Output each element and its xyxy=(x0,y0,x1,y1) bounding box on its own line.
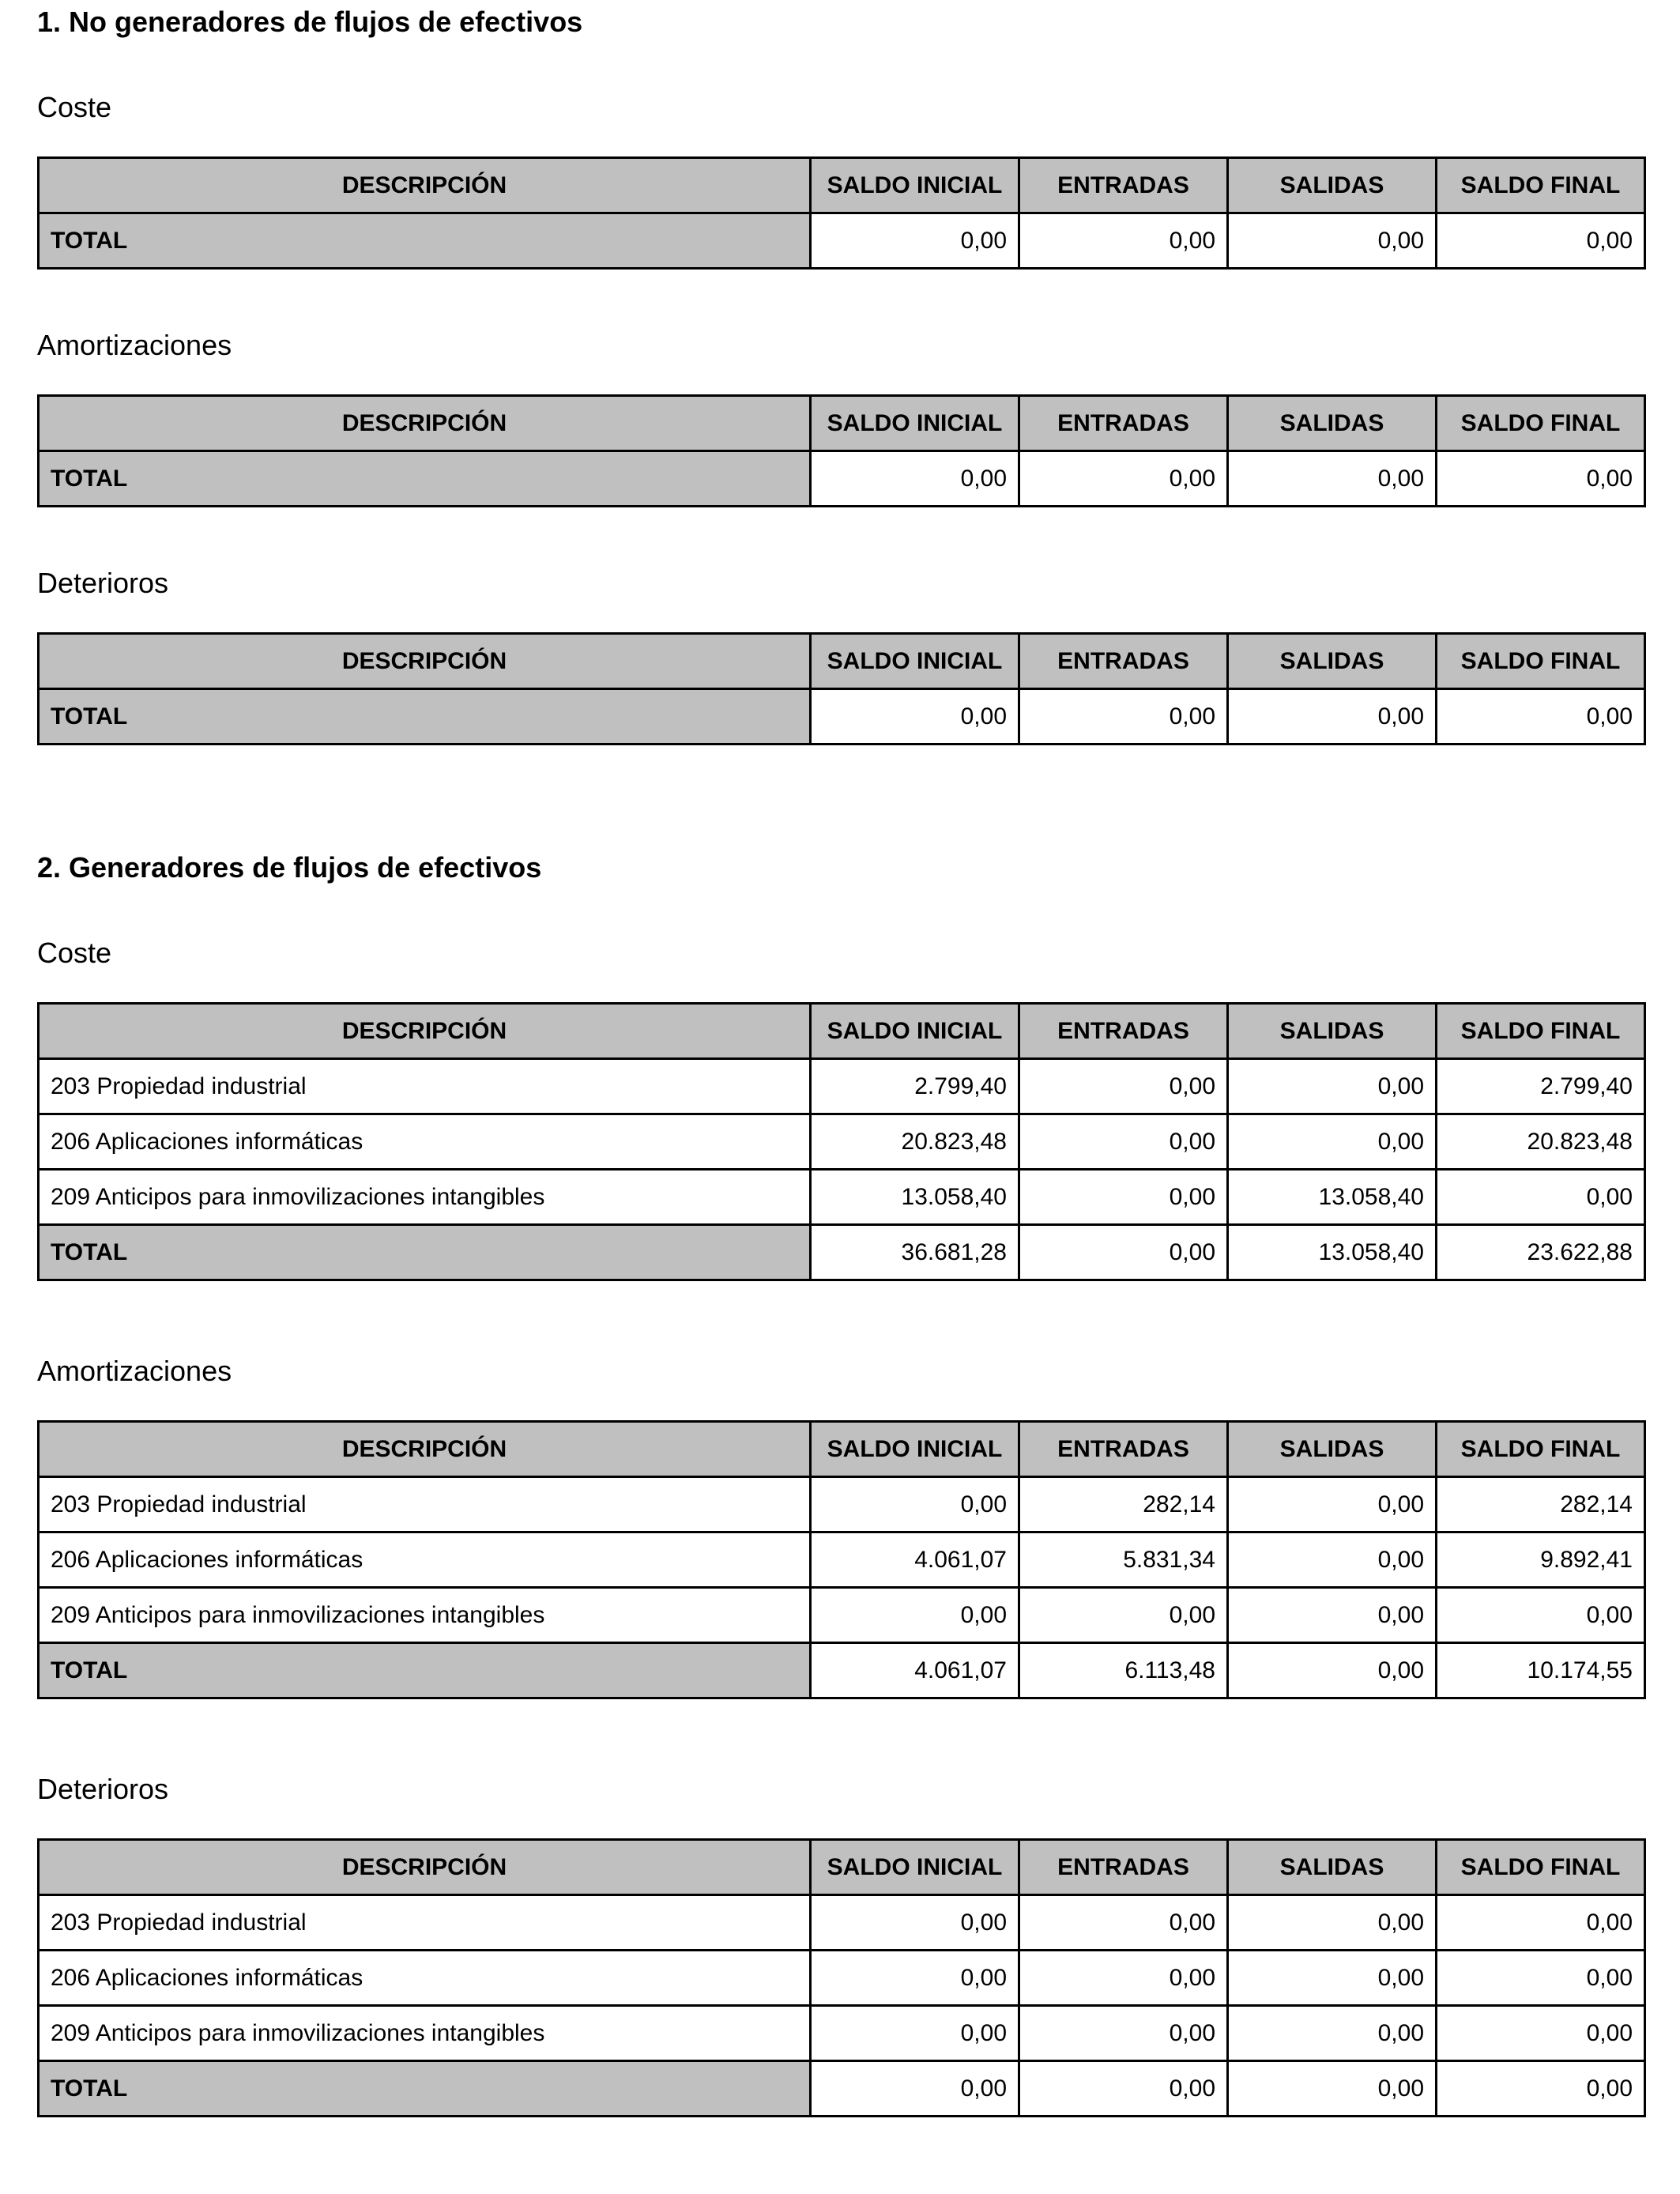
entradas-value: 0,00 xyxy=(1019,1059,1228,1114)
saldo-final-value: 0,00 xyxy=(1437,1588,1645,1643)
account-description: 206 Aplicaciones informáticas xyxy=(39,1951,811,2006)
entradas-value: 0,00 xyxy=(1019,1895,1228,1951)
column-header-saldo-final: SALDO FINAL xyxy=(1437,1840,1645,1895)
subsection-title-coste: Coste xyxy=(37,937,112,969)
entradas-value: 0,00 xyxy=(1019,2006,1228,2061)
total-row xyxy=(39,689,1645,745)
account-description: 209 Anticipos para inmovilizaciones intangibles xyxy=(39,1588,811,1643)
salidas-value: 13.058,40 xyxy=(1228,1170,1437,1225)
table-row xyxy=(39,1477,1645,1532)
total-label: TOTAL xyxy=(39,1225,811,1280)
salidas-value: 0,00 xyxy=(1228,1895,1437,1951)
account-description: 209 Anticipos para inmovilizaciones intangibles xyxy=(39,2006,811,2061)
saldo-inicial-value: 4.061,07 xyxy=(811,1643,1019,1698)
table-header-row xyxy=(39,1004,1645,1059)
section-title: 1. No generadores de flujos de efectivos xyxy=(37,6,583,38)
saldo-final-value: 0,00 xyxy=(1437,213,1645,269)
column-header-saldo-final: SALDO FINAL xyxy=(1437,396,1645,451)
subsection-title-deterioros: Deterioros xyxy=(37,1773,169,1805)
saldo-final-value: 20.823,48 xyxy=(1437,1114,1645,1170)
saldo-final-value: 10.174,55 xyxy=(1437,1643,1645,1698)
table-row xyxy=(39,1114,1645,1170)
salidas-value: 0,00 xyxy=(1228,1532,1437,1588)
subsection-title-amortizaciones: Amortizaciones xyxy=(37,329,232,361)
account-description: 206 Aplicaciones informáticas xyxy=(39,1532,811,1588)
column-header-descripcion: DESCRIPCIÓN xyxy=(39,396,811,451)
amortizaciones-table xyxy=(37,394,1646,507)
account-description: 209 Anticipos para inmovilizaciones intangibles xyxy=(39,1170,811,1225)
table-row xyxy=(39,1532,1645,1588)
salidas-value: 0,00 xyxy=(1228,1059,1437,1114)
column-header-saldo-final: SALDO FINAL xyxy=(1437,158,1645,213)
table-header-row xyxy=(39,158,1645,213)
table-row xyxy=(39,1588,1645,1643)
column-header-salidas: SALIDAS xyxy=(1228,1422,1437,1477)
salidas-value: 0,00 xyxy=(1228,689,1437,745)
column-header-entradas: ENTRADAS xyxy=(1019,1004,1228,1059)
total-row xyxy=(39,213,1645,269)
salidas-value: 13.058,40 xyxy=(1228,1225,1437,1280)
salidas-value: 0,00 xyxy=(1228,451,1437,507)
table-row xyxy=(39,1059,1645,1114)
column-header-salidas: SALIDAS xyxy=(1228,1840,1437,1895)
column-header-entradas: ENTRADAS xyxy=(1019,158,1228,213)
table-row xyxy=(39,1895,1645,1951)
coste-table xyxy=(37,156,1646,270)
salidas-value: 0,00 xyxy=(1228,2006,1437,2061)
entradas-value: 5.831,34 xyxy=(1019,1532,1228,1588)
table-row xyxy=(39,1951,1645,2006)
entradas-value: 0,00 xyxy=(1019,1170,1228,1225)
saldo-final-value: 0,00 xyxy=(1437,2061,1645,2117)
entradas-value: 0,00 xyxy=(1019,1114,1228,1170)
account-description: 203 Propiedad industrial xyxy=(39,1477,811,1532)
table-header-row xyxy=(39,1840,1645,1895)
section-title: 2. Generadores de flujos de efectivos xyxy=(37,851,542,884)
saldo-inicial-value: 0,00 xyxy=(811,689,1019,745)
saldo-final-value: 23.622,88 xyxy=(1437,1225,1645,1280)
column-header-saldo-inicial: SALDO INICIAL xyxy=(811,158,1019,213)
account-description: 203 Propiedad industrial xyxy=(39,1059,811,1114)
saldo-inicial-value: 0,00 xyxy=(811,1477,1019,1532)
saldo-inicial-value: 0,00 xyxy=(811,2061,1019,2117)
entradas-value: 0,00 xyxy=(1019,689,1228,745)
entradas-value: 0,00 xyxy=(1019,1951,1228,2006)
account-description: 206 Aplicaciones informáticas xyxy=(39,1114,811,1170)
total-label: TOTAL xyxy=(39,1643,811,1698)
saldo-inicial-value: 13.058,40 xyxy=(811,1170,1019,1225)
deterioros-table xyxy=(37,632,1646,745)
salidas-value: 0,00 xyxy=(1228,1951,1437,2006)
column-header-entradas: ENTRADAS xyxy=(1019,1840,1228,1895)
column-header-salidas: SALIDAS xyxy=(1228,158,1437,213)
deterioros-table xyxy=(37,1838,1646,2117)
salidas-value: 0,00 xyxy=(1228,1114,1437,1170)
entradas-value: 282,14 xyxy=(1019,1477,1228,1532)
table-header-row xyxy=(39,1422,1645,1477)
total-row xyxy=(39,451,1645,507)
saldo-inicial-value: 2.799,40 xyxy=(811,1059,1019,1114)
saldo-final-value: 0,00 xyxy=(1437,451,1645,507)
column-header-entradas: ENTRADAS xyxy=(1019,1422,1228,1477)
column-header-saldo-inicial: SALDO INICIAL xyxy=(811,1422,1019,1477)
saldo-inicial-value: 20.823,48 xyxy=(811,1114,1019,1170)
saldo-inicial-value: 0,00 xyxy=(811,1951,1019,2006)
saldo-inicial-value: 4.061,07 xyxy=(811,1532,1019,1588)
total-row xyxy=(39,1225,1645,1280)
column-header-descripcion: DESCRIPCIÓN xyxy=(39,634,811,689)
saldo-final-value: 0,00 xyxy=(1437,1170,1645,1225)
subsection-title-deterioros: Deterioros xyxy=(37,567,169,599)
column-header-descripcion: DESCRIPCIÓN xyxy=(39,1840,811,1895)
saldo-final-value: 282,14 xyxy=(1437,1477,1645,1532)
subsection-title-coste: Coste xyxy=(37,91,112,123)
column-header-salidas: SALIDAS xyxy=(1228,396,1437,451)
saldo-final-value: 0,00 xyxy=(1437,1951,1645,2006)
table-row xyxy=(39,2006,1645,2061)
entradas-value: 0,00 xyxy=(1019,2061,1228,2117)
saldo-final-value: 0,00 xyxy=(1437,689,1645,745)
table-row xyxy=(39,1170,1645,1225)
saldo-inicial-value: 0,00 xyxy=(811,451,1019,507)
column-header-saldo-final: SALDO FINAL xyxy=(1437,634,1645,689)
column-header-saldo-inicial: SALDO INICIAL xyxy=(811,634,1019,689)
coste-table xyxy=(37,1002,1646,1281)
column-header-descripcion: DESCRIPCIÓN xyxy=(39,158,811,213)
entradas-value: 0,00 xyxy=(1019,213,1228,269)
total-label: TOTAL xyxy=(39,213,811,269)
saldo-inicial-value: 0,00 xyxy=(811,2006,1019,2061)
column-header-descripcion: DESCRIPCIÓN xyxy=(39,1004,811,1059)
saldo-final-value: 2.799,40 xyxy=(1437,1059,1645,1114)
salidas-value: 0,00 xyxy=(1228,1643,1437,1698)
saldo-final-value: 0,00 xyxy=(1437,2006,1645,2061)
column-header-saldo-final: SALDO FINAL xyxy=(1437,1422,1645,1477)
entradas-value: 0,00 xyxy=(1019,1225,1228,1280)
column-header-saldo-inicial: SALDO INICIAL xyxy=(811,1004,1019,1059)
total-label: TOTAL xyxy=(39,689,811,745)
table-header-row xyxy=(39,634,1645,689)
entradas-value: 0,00 xyxy=(1019,451,1228,507)
salidas-value: 0,00 xyxy=(1228,1477,1437,1532)
salidas-value: 0,00 xyxy=(1228,213,1437,269)
salidas-value: 0,00 xyxy=(1228,2061,1437,2117)
account-description: 203 Propiedad industrial xyxy=(39,1895,811,1951)
table-header-row xyxy=(39,396,1645,451)
column-header-salidas: SALIDAS xyxy=(1228,1004,1437,1059)
column-header-saldo-inicial: SALDO INICIAL xyxy=(811,1840,1019,1895)
entradas-value: 6.113,48 xyxy=(1019,1643,1228,1698)
total-row xyxy=(39,1643,1645,1698)
total-label: TOTAL xyxy=(39,451,811,507)
saldo-final-value: 9.892,41 xyxy=(1437,1532,1645,1588)
column-header-saldo-final: SALDO FINAL xyxy=(1437,1004,1645,1059)
total-row xyxy=(39,2061,1645,2117)
saldo-inicial-value: 0,00 xyxy=(811,1588,1019,1643)
amortizaciones-table xyxy=(37,1420,1646,1699)
saldo-inicial-value: 0,00 xyxy=(811,1895,1019,1951)
column-header-descripcion: DESCRIPCIÓN xyxy=(39,1422,811,1477)
salidas-value: 0,00 xyxy=(1228,1588,1437,1643)
column-header-salidas: SALIDAS xyxy=(1228,634,1437,689)
total-label: TOTAL xyxy=(39,2061,811,2117)
saldo-inicial-value: 0,00 xyxy=(811,213,1019,269)
saldo-final-value: 0,00 xyxy=(1437,1895,1645,1951)
saldo-inicial-value: 36.681,28 xyxy=(811,1225,1019,1280)
subsection-title-amortizaciones: Amortizaciones xyxy=(37,1355,232,1387)
column-header-entradas: ENTRADAS xyxy=(1019,396,1228,451)
entradas-value: 0,00 xyxy=(1019,1588,1228,1643)
column-header-saldo-inicial: SALDO INICIAL xyxy=(811,396,1019,451)
column-header-entradas: ENTRADAS xyxy=(1019,634,1228,689)
